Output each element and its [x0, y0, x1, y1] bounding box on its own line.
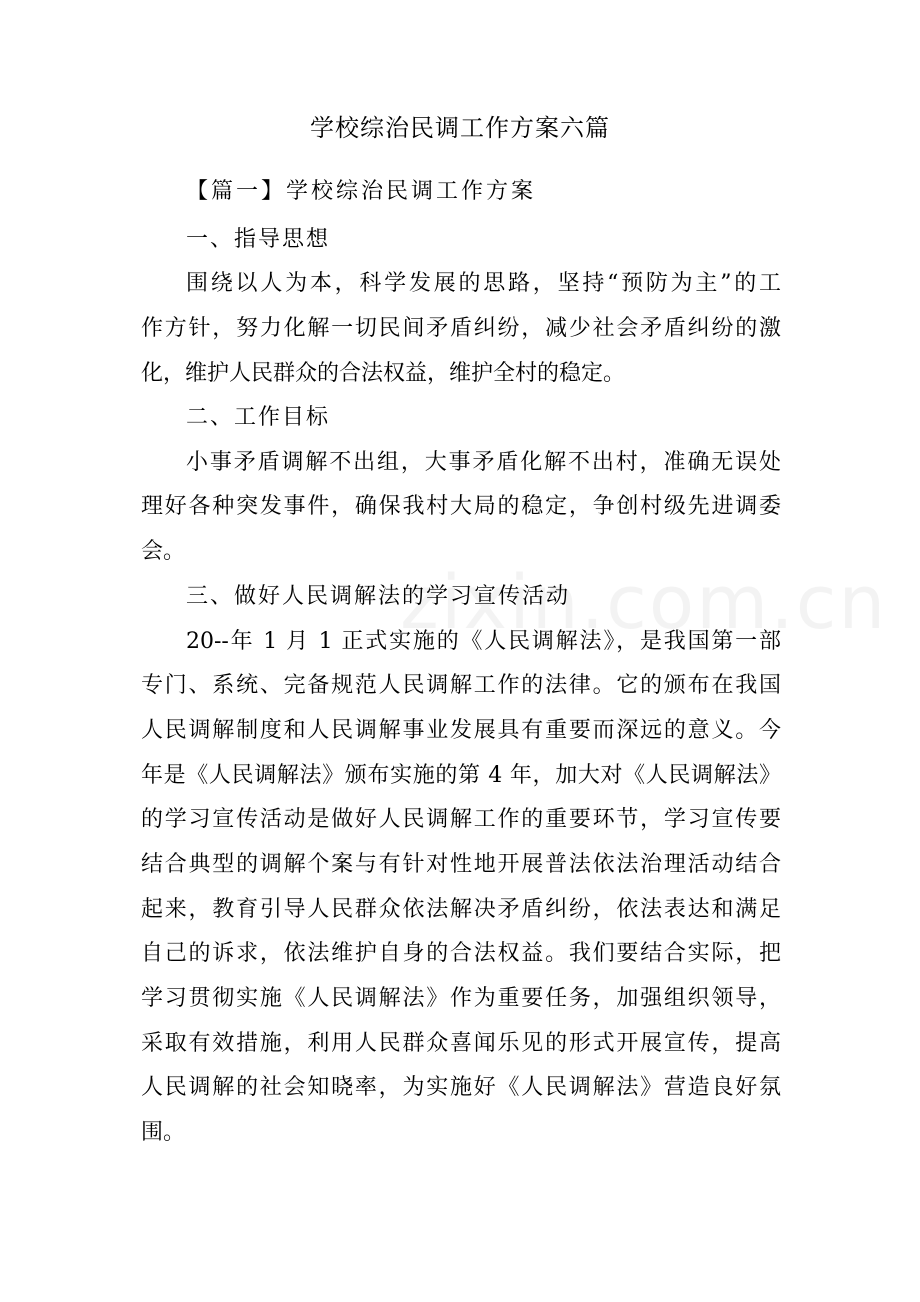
paragraph-line: 学习贯彻实施《人民调解法》作为重要任务，加强组织领导， — [141, 986, 781, 1011]
paragraph-line: 围绕以人为本，科学发展的思路，坚持“预防为主”的工 — [186, 271, 781, 296]
part-heading-guiding-ideology: 一、指导思想 — [186, 227, 331, 252]
paragraph-line: 20--年 1 月 1 正式实施的《人民调解法》，是我国第一部 — [186, 629, 781, 654]
paragraph-line: 人民调解制度和人民调解事业发展具有重要而深远的意义。今 — [141, 718, 781, 743]
document-title: 学校综治民调工作方案六篇 — [310, 114, 610, 142]
paragraph-line: 专门、系统、完备规范人民调解工作的法律。它的颁布在我国 — [141, 673, 781, 698]
paragraph-line: 会。 — [141, 539, 186, 564]
paragraph-line: 小事矛盾调解不出组，大事矛盾化解不出村，准确无误处 — [186, 450, 781, 475]
section-heading: 【篇一】学校综治民调工作方案 — [186, 179, 537, 204]
paragraph-line: 作方针，努力化解一切民间矛盾纠纷，减少社会矛盾纠纷的激 — [141, 316, 781, 341]
part-heading-publicity: 三、做好人民调解法的学习宣传活动 — [186, 584, 571, 609]
paragraph-line: 理好各种突发事件，确保我村大局的稳定，争创村级先进调委 — [141, 494, 781, 519]
paragraph-line: 围。 — [141, 1120, 186, 1145]
paragraph-line: 采取有效措施，利用人民群众喜闻乐见的形式开展宣传，提高 — [141, 1031, 781, 1056]
paragraph-line: 自己的诉求，依法维护自身的合法权益。我们要结合实际，把 — [141, 941, 781, 966]
paragraph-line: 人民调解的社会知晓率，为实施好《人民调解法》营造良好氛 — [141, 1075, 781, 1100]
paragraph-line: 的学习宣传活动是做好人民调解工作的重要环节，学习宣传要 — [141, 807, 781, 832]
paragraph-line: 化，维护人民群众的合法权益，维护全村的稳定。 — [141, 361, 626, 386]
paragraph-line: 起来，教育引导人民群众依法解决矛盾纠纷，依法表达和满足 — [141, 897, 781, 922]
part-heading-work-goals: 二、工作目标 — [186, 405, 331, 430]
paragraph-line: 年是《人民调解法》颁布实施的第 4 年，加大对《人民调解法》 — [141, 763, 781, 788]
paragraph-line: 结合典型的调解个案与有针对性地开展普法依法治理活动结合 — [141, 852, 781, 877]
